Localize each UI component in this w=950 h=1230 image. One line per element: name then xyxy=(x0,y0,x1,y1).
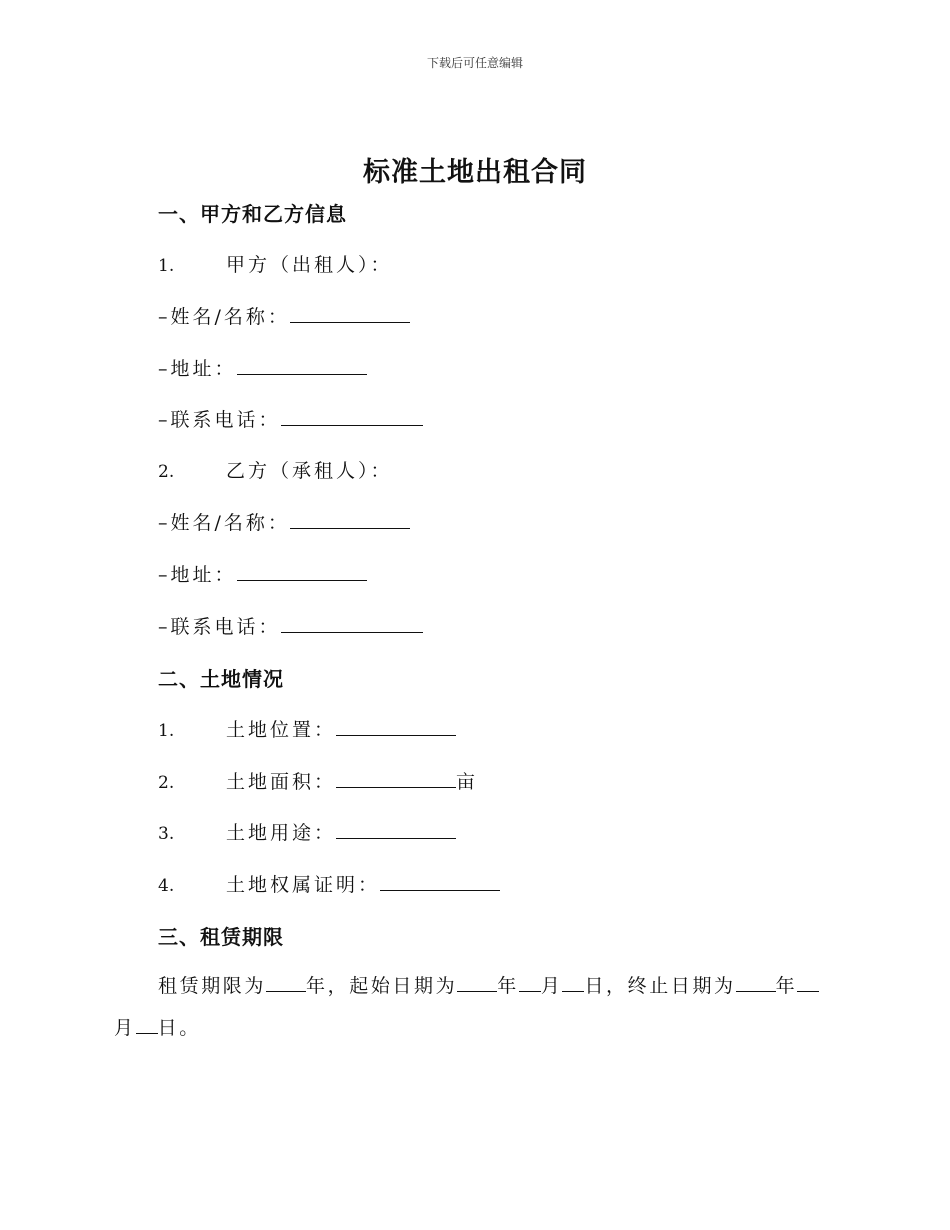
lease-term-paragraph xyxy=(114,965,834,1049)
land-ownership-row xyxy=(158,870,500,897)
land-use-row xyxy=(158,818,456,845)
land-item-number: 1. xyxy=(158,721,175,741)
party-a-address-row xyxy=(158,354,367,381)
party-b-phone-field[interactable] xyxy=(281,614,423,633)
term-text: 日，终止日期为 xyxy=(584,975,736,997)
term-text: 日。 xyxy=(157,1017,201,1039)
land-area-unit: 亩 xyxy=(456,771,479,793)
term-years-field[interactable] xyxy=(266,973,306,992)
section-heading-term: 三、租赁期限 xyxy=(158,925,284,949)
term-text: 月 xyxy=(114,1017,136,1039)
party-b-name-label: –姓名/名称： xyxy=(158,512,290,534)
party-a-name-field[interactable] xyxy=(290,304,410,323)
party-b-address-row xyxy=(158,560,367,587)
term-text: 年，起始日期为 xyxy=(306,975,458,997)
term-text: 租赁期限为 xyxy=(158,975,267,997)
party-a-heading xyxy=(158,250,393,277)
start-day-field[interactable] xyxy=(562,973,584,992)
end-month-field[interactable] xyxy=(797,973,819,992)
land-use-field[interactable] xyxy=(336,820,456,839)
term-text: 年 xyxy=(497,975,519,997)
party-b-number: 2. xyxy=(158,462,175,482)
party-a-number: 1. xyxy=(158,256,175,276)
party-a-phone-field[interactable] xyxy=(281,407,423,426)
party-b-heading xyxy=(158,456,393,483)
party-a-phone-label: –联系电话： xyxy=(158,409,281,431)
land-location-row xyxy=(158,715,456,742)
land-item-number: 4. xyxy=(158,876,175,896)
party-b-name-field[interactable] xyxy=(290,510,410,529)
party-b-phone-row xyxy=(158,612,423,639)
party-a-address-field[interactable] xyxy=(237,356,367,375)
party-b-label: 乙方（承租人）： xyxy=(226,460,393,482)
document-title: 标准土地出租合同 xyxy=(363,157,587,188)
party-a-name-row xyxy=(158,302,410,329)
land-location-field[interactable] xyxy=(336,717,456,736)
section-heading-parties: 一、甲方和乙方信息 xyxy=(158,202,347,226)
party-b-address-label: –地址： xyxy=(158,564,237,586)
party-a-label: 甲方（出租人）： xyxy=(226,254,393,276)
land-location-label: 土地位置： xyxy=(226,719,337,741)
end-year-field[interactable] xyxy=(736,973,776,992)
header-note: 下载后可任意编辑 xyxy=(426,56,523,70)
land-area-label: 土地面积： xyxy=(226,771,337,793)
term-text: 月 xyxy=(540,975,563,997)
start-month-field[interactable] xyxy=(519,973,541,992)
land-item-number: 2. xyxy=(158,773,175,793)
party-a-address-label: –地址： xyxy=(158,358,237,380)
start-year-field[interactable] xyxy=(457,973,497,992)
land-item-number: 3. xyxy=(158,824,175,844)
term-text: 年 xyxy=(775,975,798,997)
party-b-address-field[interactable] xyxy=(237,562,367,581)
party-a-phone-row xyxy=(158,405,423,432)
party-b-name-row xyxy=(158,508,410,535)
land-ownership-field[interactable] xyxy=(380,872,500,891)
land-area-field[interactable] xyxy=(336,769,456,788)
section-heading-land: 二、土地情况 xyxy=(158,667,284,691)
end-day-field[interactable] xyxy=(136,1015,158,1034)
land-area-row xyxy=(158,767,478,794)
party-b-phone-label: –联系电话： xyxy=(158,616,281,638)
land-ownership-label: 土地权属证明： xyxy=(226,874,381,896)
party-a-name-label: –姓名/名称： xyxy=(158,306,290,328)
land-use-label: 土地用途： xyxy=(226,822,337,844)
